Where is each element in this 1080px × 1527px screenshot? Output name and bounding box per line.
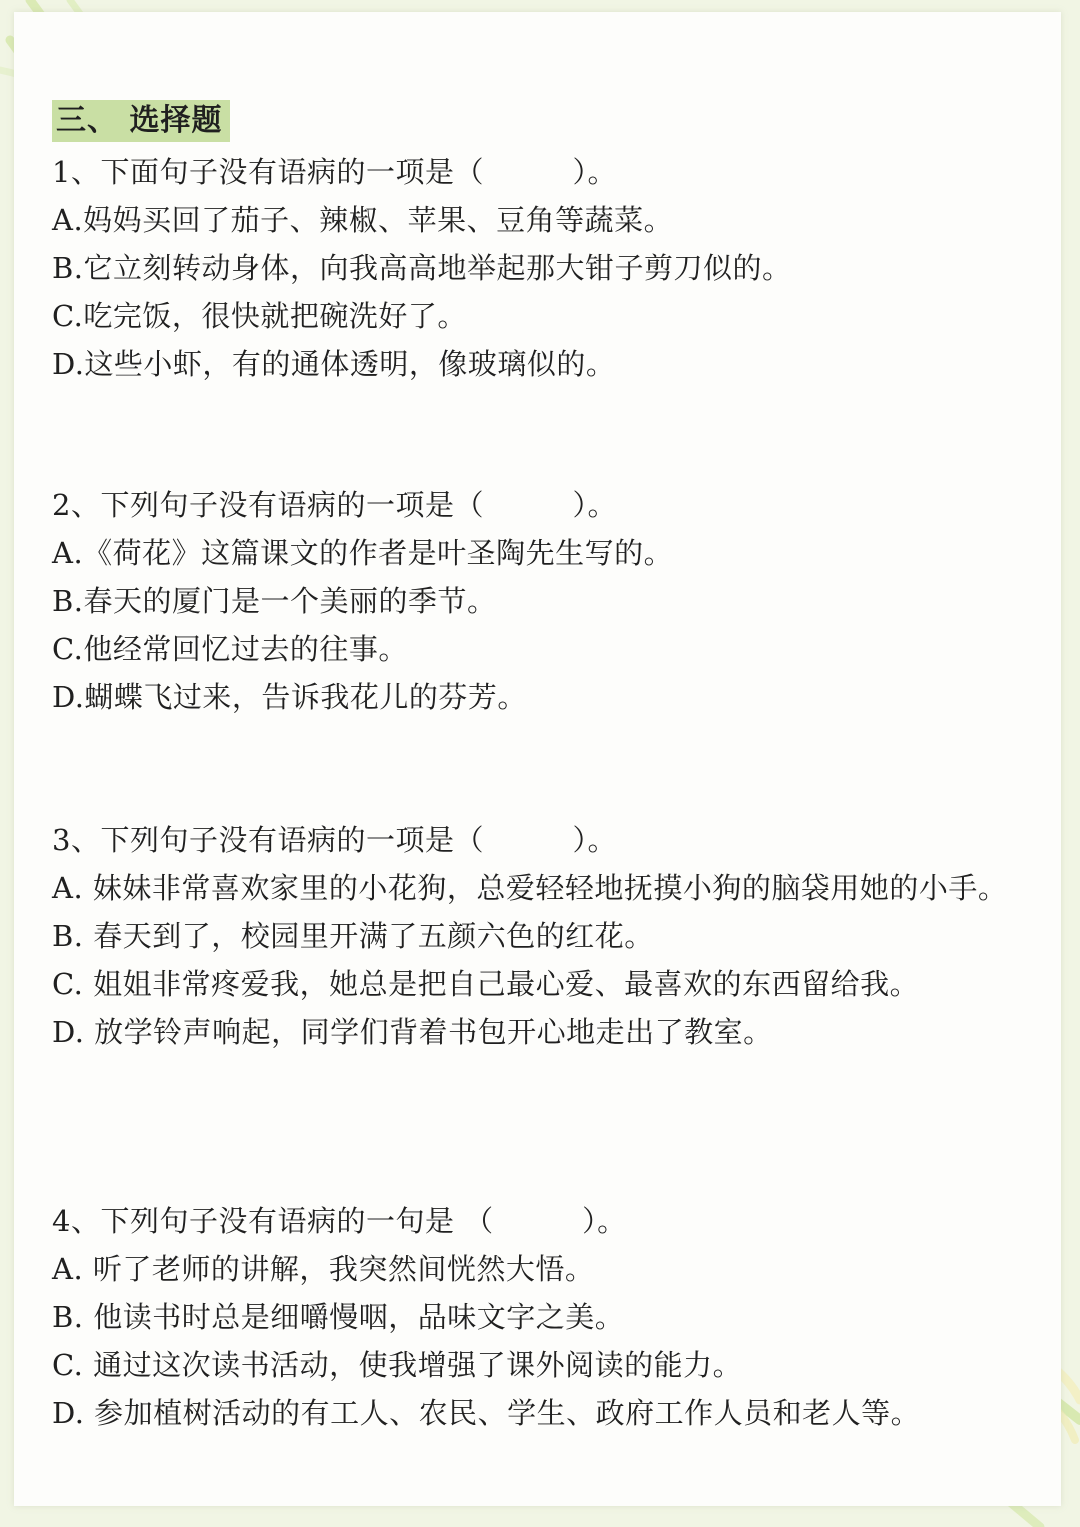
question-stem: 1、下面句子没有语病的一项是（ ）。 [52, 155, 617, 189]
option-b: B.它立刻转动身体，向我高高地举起那大钳子剪刀似的。 [52, 251, 792, 285]
option-c: C.他经常回忆过去的往事。 [52, 632, 408, 666]
option-d: D. 放学铃声响起，同学们背着书包开心地走出了教室。 [52, 1015, 773, 1049]
option-b: B. 他读书时总是细嚼慢咽，品味文字之美。 [52, 1300, 625, 1334]
option-d: D.蝴蝶飞过来，告诉我花儿的芬芳。 [52, 680, 527, 714]
question-2 [52, 481, 1022, 721]
option-b: B. 春天到了，校园里开满了五颜六色的红花。 [52, 919, 654, 953]
question-4 [52, 1197, 1022, 1437]
option-d: D.这些小虾，有的通体透明，像玻璃似的。 [52, 347, 616, 381]
question-stem: 4、下列句子没有语病的一句是 （ ）。 [52, 1204, 627, 1238]
option-b: B.春天的厦门是一个美丽的季节。 [52, 584, 497, 618]
option-a: A.妈妈买回了茄子、辣椒、苹果、豆角等蔬菜。 [52, 203, 674, 237]
option-c: C. 姐姐非常疼爱我，她总是把自己最心爱、最喜欢的东西留给我。 [52, 967, 920, 1001]
section-title: 三、 选择题 [52, 100, 230, 142]
option-a: A. 听了老师的讲解，我突然间恍然大悟。 [52, 1252, 595, 1286]
question-stem: 3、下列句子没有语病的一项是（ ）。 [52, 823, 617, 857]
question-1 [52, 148, 1022, 388]
question-stem: 2、下列句子没有语病的一项是（ ）。 [52, 488, 617, 522]
question-3 [52, 816, 1022, 1056]
option-a: A.《荷花》这篇课文的作者是叶圣陶先生写的。 [52, 536, 674, 570]
option-d: D. 参加植树活动的有工人、农民、学生、政府工作人员和老人等。 [52, 1396, 921, 1430]
option-c: C. 通过这次读书活动，使我增强了课外阅读的能力。 [52, 1348, 743, 1382]
option-a: A. 妹妹非常喜欢家里的小花狗，总爱轻轻地抚摸小狗的脑袋用她的小手。 [52, 871, 1008, 905]
option-c: C.吃完饭，很快就把碗洗好了。 [52, 299, 467, 333]
